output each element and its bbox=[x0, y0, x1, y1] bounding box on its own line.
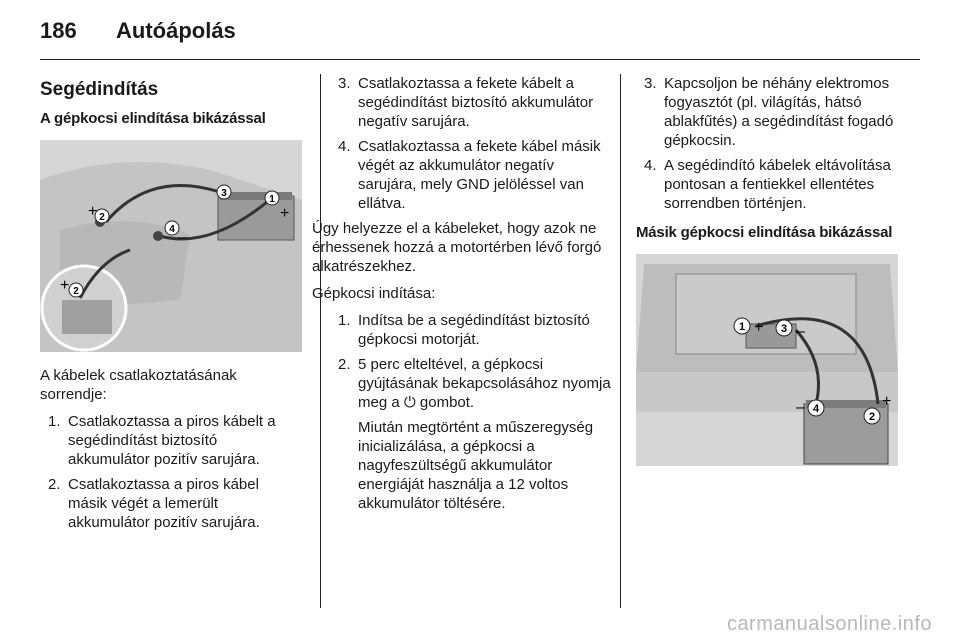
callout-2: 2 bbox=[868, 411, 876, 423]
callout-3: 3 bbox=[221, 188, 227, 199]
page-header bbox=[40, 18, 920, 58]
callout-1: 1 bbox=[269, 194, 275, 205]
cable-warning: Úgy helyezze el a kábeleket, hogy azok ne érhessenek hozzá a motortérben lévő forgó alkatrészekhez. bbox=[312, 220, 602, 275]
connection-steps-cont bbox=[330, 74, 612, 213]
callout-3: 3 bbox=[780, 323, 788, 335]
section-subtitle: A gépkocsi elindítása bikázással bbox=[40, 110, 266, 127]
column-divider bbox=[320, 74, 321, 608]
connection-steps bbox=[40, 412, 302, 532]
list-item: 3. Csatlakoztassa a fekete kábelt a segédindítást biztosító akkumulátor negatív sarujára. bbox=[338, 75, 594, 130]
plus-sign: + bbox=[60, 277, 70, 294]
minus-sign: – bbox=[178, 229, 187, 246]
jumpstart-figure-engine bbox=[40, 140, 302, 352]
column-1 bbox=[40, 74, 302, 538]
charging-note: Miután megtörtént a műszeregység inicializálása, a gépkocsi a nagyfeszültségű akkumulátor energiáját használja a 12 voltos akkumulátor töltésére. bbox=[358, 419, 594, 512]
callout-2-inset: 2 bbox=[73, 286, 79, 297]
start-steps bbox=[330, 311, 612, 412]
list-item: 2. Csatlakoztassa a piros kábel másik végét a lemerült akkumulátor pozitív sarujára. bbox=[48, 476, 260, 531]
callout-1: 1 bbox=[738, 321, 746, 333]
final-steps bbox=[636, 74, 906, 213]
connection-intro: A kábelek csatlakoztatásának sorrendje: bbox=[40, 367, 237, 403]
column-divider bbox=[620, 74, 621, 608]
list-item: 1. Indítsa be a segédindítást biztosító gépkocsi motorját. bbox=[338, 312, 590, 348]
callout-2: 2 bbox=[99, 212, 105, 223]
section-subtitle-other: Másik gépkocsi elindítása bikázással bbox=[636, 224, 893, 241]
start-heading: Gépkocsi indítása: bbox=[312, 285, 436, 302]
plus-sign: + bbox=[754, 319, 764, 336]
section-title: Segédindítás bbox=[40, 79, 159, 100]
column-2 bbox=[312, 74, 612, 521]
plus-sign: + bbox=[280, 205, 290, 222]
plus-sign: + bbox=[882, 393, 892, 410]
list-item: 2. 5 perc elteltével, a gépkocsi gyújtásának bekapcsolásához nyomja meg a ⏻ gombot. bbox=[338, 356, 611, 411]
list-item: 1. Csatlakoztassa a piros kábelt a segédindítást biztosító akkumulátor pozitív sarujára. bbox=[48, 413, 276, 468]
minus-sign: – bbox=[796, 399, 805, 416]
list-item: 4. Csatlakoztassa a fekete kábel másik végét az akkumulátor negatív sarujára, mely GND jelöléssel van ellátva. bbox=[338, 138, 601, 212]
watermark: carmanualsonline.info bbox=[726, 613, 932, 635]
jumpstart-figure-trunk bbox=[636, 254, 898, 466]
page-number: 186 bbox=[40, 18, 77, 43]
callout-4: 4 bbox=[169, 224, 175, 235]
chapter-title: Autóápolás bbox=[116, 18, 236, 43]
list-item: 4. A segédindító kábelek eltávolítása pontosan a fentiekkel ellentétes sorrendben történjen. bbox=[644, 157, 891, 212]
list-item: 3. Kapcsoljon be néhány elektromos fogyasztót (pl. világítás, hátsó ablakfűtés) a segédindítást fogadó gépkocsin. bbox=[644, 75, 894, 149]
column-3 bbox=[636, 74, 906, 466]
header-rule bbox=[40, 59, 920, 60]
callout-4: 4 bbox=[812, 403, 820, 415]
minus-sign: – bbox=[796, 323, 805, 340]
plus-sign: + bbox=[88, 203, 98, 220]
